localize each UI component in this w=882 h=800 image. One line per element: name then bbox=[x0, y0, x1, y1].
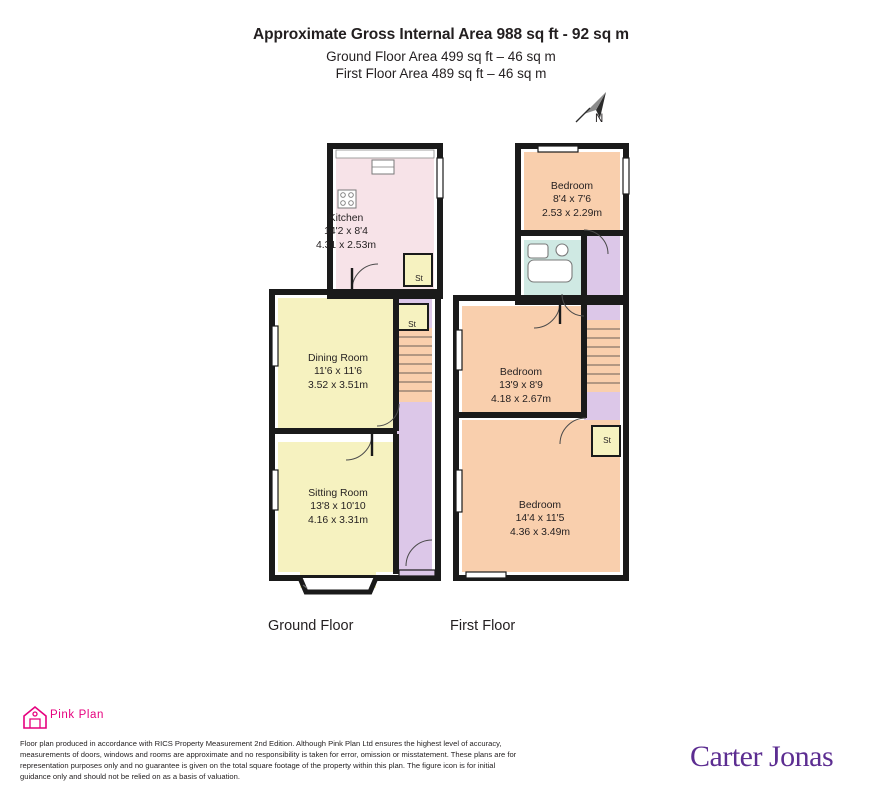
floorplan-drawing bbox=[0, 130, 882, 610]
plan-header bbox=[0, 26, 882, 83]
room-label-kitchen bbox=[300, 212, 392, 252]
room-label-bedroom-1 bbox=[524, 180, 620, 220]
carter-jonas-logo: Carter Jonas bbox=[690, 740, 834, 773]
room-label-bedroom-3 bbox=[477, 499, 603, 539]
page-title: Approximate Gross Internal Area 988 sq ft - 92 sq m bbox=[253, 26, 629, 43]
room-dim-ft: 14'4 x 11'5 bbox=[515, 513, 565, 525]
room-dim-ft: 8'4 x 7'6 bbox=[552, 194, 592, 206]
ground-floor-caption: Ground Floor bbox=[268, 618, 354, 634]
compass-north-label: N bbox=[595, 113, 604, 125]
ground-floor-area-text: Ground Floor Area 499 sq ft – 46 sq m bbox=[326, 49, 556, 64]
room-label-bedroom-2 bbox=[458, 366, 584, 406]
disclaimer-text: Floor plan produced in accordance with RICS Property Measurement 2nd Edition. Although Pink Plan Ltd ensures the highest level of accuracy, measurements of doors, windows and rooms are approximate and no responsibility is taken for error, omission or misstatement. These plans are for representation purposes only and no guarantee is given on the total square footage of the property within this plan. The figure icon is for initial guidance only and should not be relied on as a basis of valuation. bbox=[20, 739, 517, 782]
first-floor-caption: First Floor bbox=[450, 618, 516, 634]
room-dim-m: 4.18 x 2.67m bbox=[490, 393, 552, 405]
room-dim-m: 4.16 x 3.31m bbox=[307, 514, 369, 526]
room-name: Bedroom bbox=[550, 181, 594, 192]
room-dim-ft: 13'9 x 8'9 bbox=[499, 380, 543, 392]
storage-label-ground-2: St bbox=[408, 320, 416, 329]
room-name: Kitchen bbox=[328, 213, 364, 224]
room-name: Sitting Room bbox=[308, 488, 368, 499]
room-dim-ft: 13'8 x 10'10 bbox=[310, 501, 366, 513]
room-dim-m: 2.53 x 2.29m bbox=[541, 207, 603, 219]
room-name: Bedroom bbox=[518, 500, 562, 511]
room-dim-m: 4.36 x 3.49m bbox=[509, 526, 571, 538]
pink-plan-wordmark: Pink Plan bbox=[50, 709, 104, 721]
compass-needle-icon bbox=[570, 88, 618, 136]
room-dim-m: 3.52 x 3.51m bbox=[307, 379, 369, 391]
storage-label-ground-1: St bbox=[415, 274, 423, 283]
room-dim-m: 4.31 x 2.53m bbox=[315, 239, 377, 251]
room-name: Bedroom bbox=[499, 367, 543, 378]
storage-label-first-1: St bbox=[603, 436, 611, 445]
room-dim-ft: 14'2 x 8'4 bbox=[324, 226, 368, 238]
room-dim-ft: 11'6 x 11'6 bbox=[313, 366, 363, 378]
room-label-dining-room bbox=[283, 352, 393, 392]
room-label-sitting-room bbox=[283, 487, 393, 527]
room-name: Dining Room bbox=[307, 353, 369, 364]
first-floor-area-text: First Floor Area 489 sq ft – 46 sq m bbox=[335, 66, 547, 81]
